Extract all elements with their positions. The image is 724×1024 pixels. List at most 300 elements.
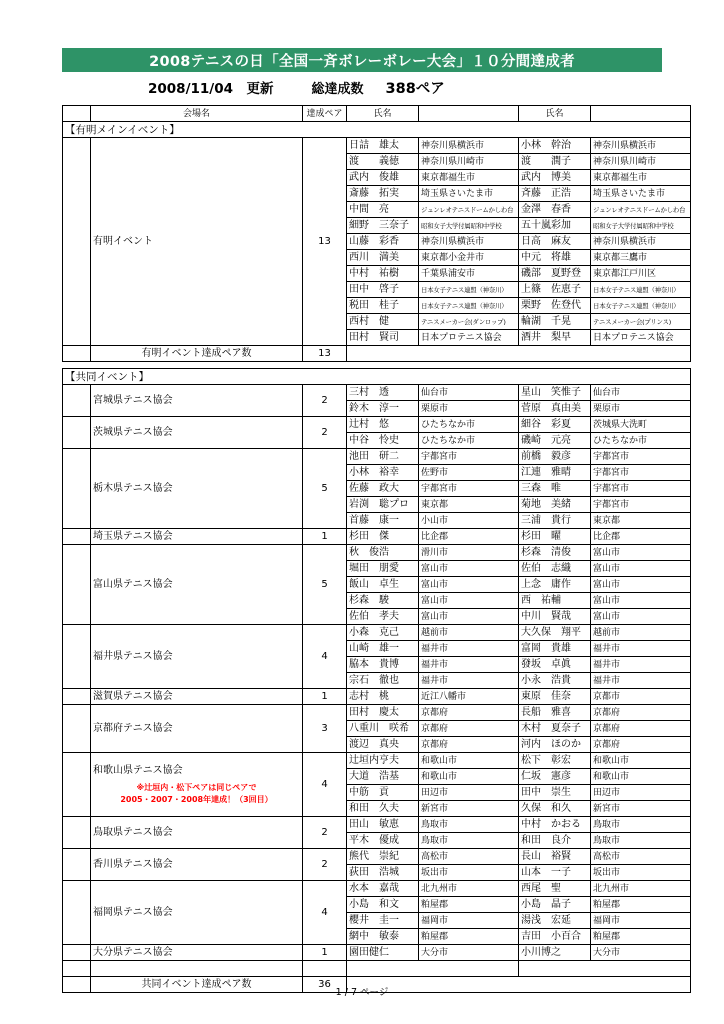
player-place-1: 粕屋郡 bbox=[419, 897, 519, 913]
player-place-2: 栗原市 bbox=[591, 401, 691, 417]
player-place-2: 富山市 bbox=[591, 561, 691, 577]
player-name-1: 飯山 卓生 bbox=[347, 577, 419, 593]
player-place-1: 田辺市 bbox=[419, 785, 519, 801]
player-name-1: 荻田 浩城 bbox=[347, 865, 419, 881]
player-place-1: 神奈川県川崎市 bbox=[419, 154, 519, 170]
table-row bbox=[63, 625, 691, 641]
player-name-1: 堀田 朋愛 bbox=[347, 561, 419, 577]
player-place-2: 田辺市 bbox=[591, 785, 691, 801]
table-row bbox=[63, 705, 691, 721]
player-place-1: 富山市 bbox=[419, 577, 519, 593]
player-place-1: 富山市 bbox=[419, 593, 519, 609]
player-place-1: 越前市 bbox=[419, 625, 519, 641]
player-place-2: 昭和女子大学付属昭和中学校 bbox=[591, 218, 691, 234]
player-name-1: 小島 和文 bbox=[347, 897, 419, 913]
row-gutter bbox=[63, 625, 91, 689]
player-place-1: 福井市 bbox=[419, 673, 519, 689]
player-place-2: ひたちなか市 bbox=[591, 433, 691, 449]
spacer-cell bbox=[347, 961, 519, 977]
venue-name: 滋賀県テニス協会 bbox=[93, 691, 173, 702]
venue-name: 福岡県テニス協会 bbox=[93, 907, 173, 918]
venue-name-cell bbox=[91, 545, 303, 625]
pairs-count: 5 bbox=[303, 545, 347, 625]
subtitle-row bbox=[62, 76, 662, 98]
player-place-2: 日本女子テニス連盟（神奈川） bbox=[591, 298, 691, 314]
player-name-2: 栗野 佐登代 bbox=[519, 298, 591, 314]
player-name-2: 菅原 真由美 bbox=[519, 401, 591, 417]
table-row bbox=[63, 449, 691, 465]
player-name-1: 宗石 徹也 bbox=[347, 673, 419, 689]
player-place-1: 日本女子テニス連盟（神奈川） bbox=[419, 298, 519, 314]
section-total-value: 36 bbox=[303, 977, 347, 993]
player-name-1: 首藤 康一 bbox=[347, 513, 419, 529]
player-place-1: 鳥取市 bbox=[419, 833, 519, 849]
row-gutter bbox=[63, 385, 91, 417]
player-place-2: 茨城県大洗町 bbox=[591, 417, 691, 433]
player-place-2: 富山市 bbox=[591, 593, 691, 609]
venue-name: 香川県テニス協会 bbox=[93, 859, 173, 870]
player-name-1: 杉田 傑 bbox=[347, 529, 419, 545]
player-place-2: 東京都福生市 bbox=[591, 170, 691, 186]
player-place-2: 京都府 bbox=[591, 705, 691, 721]
player-name-2: 小永 浩貴 bbox=[519, 673, 591, 689]
player-name-2: 西 祐輔 bbox=[519, 593, 591, 609]
venue-name-cell bbox=[91, 849, 303, 881]
player-place-1: 仙台市 bbox=[419, 385, 519, 401]
pairs-count: 2 bbox=[303, 849, 347, 881]
row-gutter bbox=[63, 881, 91, 945]
document-title: 2008テニスの日「全国一斉ボレーボレー大会」１０分間達成者 bbox=[149, 53, 575, 70]
player-place-1: ジュンレオテニスドームかしわ台 bbox=[419, 202, 519, 218]
player-place-1: 昭和女子大学付属昭和中学校 bbox=[419, 218, 519, 234]
venue-name: 和歌山県テニス協会 bbox=[93, 765, 183, 776]
player-name-1: 大道 浩基 bbox=[347, 769, 419, 785]
venue-name-cell bbox=[91, 689, 303, 705]
player-name-2: 酒井 梨早 bbox=[519, 330, 591, 346]
player-name-2: 中川 賢哉 bbox=[519, 609, 591, 625]
header-pad bbox=[63, 106, 91, 122]
venue-name-cell bbox=[91, 881, 303, 945]
player-place-2: 宇都宮市 bbox=[591, 449, 691, 465]
player-place-1: 神奈川県横浜市 bbox=[419, 138, 519, 154]
row-gutter bbox=[63, 817, 91, 849]
pairs-count: 2 bbox=[303, 417, 347, 449]
player-place-1: 近江八幡市 bbox=[419, 689, 519, 705]
player-place-1: 坂出市 bbox=[419, 865, 519, 881]
player-name-2: 星山 笑惟子 bbox=[519, 385, 591, 401]
player-place-1: 東京都福生市 bbox=[419, 170, 519, 186]
player-name-2: 五十嵐彩加 bbox=[519, 218, 591, 234]
player-name-1: 佐藤 政大 bbox=[347, 481, 419, 497]
total-count-label: 総達成数 bbox=[311, 81, 364, 97]
venue-name: 有明イベント bbox=[93, 236, 153, 247]
player-name-1: 渡辺 真央 bbox=[347, 737, 419, 753]
player-place-1: 鳥取市 bbox=[419, 817, 519, 833]
player-place-1: 京都府 bbox=[419, 737, 519, 753]
player-name-2: 小島 晶子 bbox=[519, 897, 591, 913]
row-gutter bbox=[63, 449, 91, 529]
player-name-2: 小川博之 bbox=[519, 945, 591, 961]
player-name-1: 岩渕 聡プロ bbox=[347, 497, 419, 513]
player-name-2: 久保 和久 bbox=[519, 801, 591, 817]
spacer-cell bbox=[519, 961, 691, 977]
player-name-2: 中村 かおる bbox=[519, 817, 591, 833]
player-name-1: 西村 健 bbox=[347, 314, 419, 330]
player-name-2: 細谷 彩夏 bbox=[519, 417, 591, 433]
player-name-2: 中元 将雄 bbox=[519, 250, 591, 266]
player-place-1: 和歌山市 bbox=[419, 753, 519, 769]
pairs-count: 13 bbox=[303, 138, 347, 346]
section-total-row bbox=[63, 346, 691, 362]
player-place-2: 越前市 bbox=[591, 625, 691, 641]
player-name-2: 杉森 清俊 bbox=[519, 545, 591, 561]
player-place-2: 坂出市 bbox=[591, 865, 691, 881]
player-name-1: 水本 嘉哉 bbox=[347, 881, 419, 897]
player-name-2: 上念 庸作 bbox=[519, 577, 591, 593]
player-name-1: 辻村 悠 bbox=[347, 417, 419, 433]
table-row bbox=[63, 753, 691, 769]
player-place-1: 東京都 bbox=[419, 497, 519, 513]
player-name-1: 渡 義徳 bbox=[347, 154, 419, 170]
player-place-2: 埼玉県さいたま市 bbox=[591, 186, 691, 202]
venue-name: 京都府テニス協会 bbox=[93, 723, 173, 734]
venue-name: 福井県テニス協会 bbox=[93, 651, 173, 662]
pairs-count: 2 bbox=[303, 817, 347, 849]
player-place-1: 福井市 bbox=[419, 657, 519, 673]
player-place-2: 仙台市 bbox=[591, 385, 691, 401]
player-name-1: 中村 祐樹 bbox=[347, 266, 419, 282]
spacer-cell bbox=[91, 961, 303, 977]
player-place-2: 神奈川県川崎市 bbox=[591, 154, 691, 170]
player-place-1: 福岡市 bbox=[419, 913, 519, 929]
player-name-2: 長船 雅喜 bbox=[519, 705, 591, 721]
pairs-count: 1 bbox=[303, 689, 347, 705]
player-place-2: 京都府 bbox=[591, 737, 691, 753]
player-name-1: 田村 賢司 bbox=[347, 330, 419, 346]
player-place-2: 宇都宮市 bbox=[591, 465, 691, 481]
player-place-1: 東京都小金井市 bbox=[419, 250, 519, 266]
player-place-2: 京都市 bbox=[591, 689, 691, 705]
row-gutter bbox=[63, 705, 91, 753]
player-name-2: 山本 一子 bbox=[519, 865, 591, 881]
player-place-2: 東京都江戸川区 bbox=[591, 266, 691, 282]
player-place-2: 比企郡 bbox=[591, 529, 691, 545]
header-place-2 bbox=[591, 106, 691, 122]
player-name-2: 富岡 貴雄 bbox=[519, 641, 591, 657]
player-name-1: 佐伯 孝夫 bbox=[347, 609, 419, 625]
player-place-2: テニスメーカー会(プリンス) bbox=[591, 314, 691, 330]
venue-name: 富山県テニス協会 bbox=[93, 579, 173, 590]
player-name-2: 西尾 聖 bbox=[519, 881, 591, 897]
player-name-2: 三浦 貴行 bbox=[519, 513, 591, 529]
player-name-1: 中谷 怜史 bbox=[347, 433, 419, 449]
player-place-2: 新宮市 bbox=[591, 801, 691, 817]
row-gutter bbox=[63, 138, 91, 346]
player-name-2: 磯崎 元亮 bbox=[519, 433, 591, 449]
event-table bbox=[62, 105, 691, 362]
player-name-2: 長山 裕賢 bbox=[519, 849, 591, 865]
player-place-1: テニスメーカー会(ダンロップ) bbox=[419, 314, 519, 330]
venue-name: 大分県テニス協会 bbox=[93, 947, 173, 958]
player-name-1: 中筋 貢 bbox=[347, 785, 419, 801]
player-name-2: 斉藤 正浩 bbox=[519, 186, 591, 202]
update-date: 2008/11/04 更新 bbox=[148, 81, 274, 97]
table-row bbox=[63, 529, 691, 545]
header-name-2: 氏名 bbox=[519, 106, 591, 122]
row-gutter bbox=[63, 417, 91, 449]
pairs-count: 4 bbox=[303, 625, 347, 689]
pairs-count: 3 bbox=[303, 705, 347, 753]
player-place-2: 神奈川県横浜市 bbox=[591, 234, 691, 250]
player-name-1: 中間 亮 bbox=[347, 202, 419, 218]
player-place-2: 福井市 bbox=[591, 641, 691, 657]
player-place-1: 京都府 bbox=[419, 721, 519, 737]
player-place-2: 福岡市 bbox=[591, 913, 691, 929]
table-row bbox=[63, 817, 691, 833]
header-pairs: 達成ペア bbox=[303, 106, 347, 122]
player-name-1: 杉森 駿 bbox=[347, 593, 419, 609]
table-row bbox=[63, 417, 691, 433]
section-band-row bbox=[63, 369, 691, 385]
table-row bbox=[63, 945, 691, 961]
player-name-1: 山藤 彩香 bbox=[347, 234, 419, 250]
header-venue: 会場名 bbox=[91, 106, 303, 122]
player-place-2: 京都府 bbox=[591, 721, 691, 737]
venue-name-cell bbox=[91, 817, 303, 849]
section-total-label: 有明イベント達成ペア数 bbox=[91, 346, 303, 362]
player-place-2: 和歌山市 bbox=[591, 769, 691, 785]
player-place-2: 粕屋郡 bbox=[591, 929, 691, 945]
player-name-2: 上篠 佐恵子 bbox=[519, 282, 591, 298]
player-place-2: 日本女子テニス連盟（神奈川） bbox=[591, 282, 691, 298]
venue-note-line: 2005・2007・2008年達成！（3回目） bbox=[120, 795, 273, 804]
player-place-1: 富山市 bbox=[419, 609, 519, 625]
player-name-2: 金澤 春香 bbox=[519, 202, 591, 218]
player-place-1: 高松市 bbox=[419, 849, 519, 865]
row-gutter bbox=[63, 346, 91, 362]
player-place-2: 神奈川県横浜市 bbox=[591, 138, 691, 154]
pairs-count: 1 bbox=[303, 945, 347, 961]
player-name-2: 發坂 卓眞 bbox=[519, 657, 591, 673]
player-name-1: 辻垣内亨夫 bbox=[347, 753, 419, 769]
section-band-label: 【有明メインイベント】 bbox=[63, 122, 691, 138]
player-place-2: 日本プロテニス協会 bbox=[591, 330, 691, 346]
player-name-1: 細野 三奈子 bbox=[347, 218, 419, 234]
player-place-1: ひたちなか市 bbox=[419, 417, 519, 433]
player-name-2: 三森 唯 bbox=[519, 481, 591, 497]
player-place-1: 比企郡 bbox=[419, 529, 519, 545]
player-place-1: ひたちなか市 bbox=[419, 433, 519, 449]
pairs-count: 5 bbox=[303, 449, 347, 529]
player-place-1: 日本女子テニス連盟（神奈川） bbox=[419, 282, 519, 298]
pairs-count: 1 bbox=[303, 529, 347, 545]
venue-name: 鳥取県テニス協会 bbox=[93, 827, 173, 838]
venue-name-cell bbox=[91, 138, 303, 346]
player-name-1: 平木 優成 bbox=[347, 833, 419, 849]
player-place-1: 宇都宮市 bbox=[419, 481, 519, 497]
player-place-1: 日本プロテニス協会 bbox=[419, 330, 519, 346]
player-place-1: 宇都宮市 bbox=[419, 449, 519, 465]
player-place-2: 鳥取市 bbox=[591, 817, 691, 833]
player-place-1: 滑川市 bbox=[419, 545, 519, 561]
player-name-1: 志村 桃 bbox=[347, 689, 419, 705]
player-place-2: 粕屋郡 bbox=[591, 897, 691, 913]
player-name-2: 小林 幹治 bbox=[519, 138, 591, 154]
player-name-2: 松下 彰宏 bbox=[519, 753, 591, 769]
venue-name-cell bbox=[91, 529, 303, 545]
player-name-2: 輪湖 千晃 bbox=[519, 314, 591, 330]
player-name-2: 江連 雅晴 bbox=[519, 465, 591, 481]
player-place-2: 和歌山市 bbox=[591, 753, 691, 769]
player-name-1: 脇本 貴博 bbox=[347, 657, 419, 673]
table-row bbox=[63, 689, 691, 705]
player-place-2: 東京都三鷹市 bbox=[591, 250, 691, 266]
player-name-2: 東原 佳奈 bbox=[519, 689, 591, 705]
player-name-1: 小林 裕幸 bbox=[347, 465, 419, 481]
player-name-2: 日高 麻友 bbox=[519, 234, 591, 250]
table-row bbox=[63, 385, 691, 401]
row-gutter bbox=[63, 753, 91, 817]
player-name-2: 吉田 小百合 bbox=[519, 929, 591, 945]
table-header-row bbox=[63, 106, 691, 122]
player-name-1: 八重川 咲希 bbox=[347, 721, 419, 737]
player-place-1: 和歌山市 bbox=[419, 769, 519, 785]
player-name-1: 日詰 雄太 bbox=[347, 138, 419, 154]
event-table bbox=[62, 368, 691, 993]
player-place-2: 福井市 bbox=[591, 673, 691, 689]
player-place-2: 北九州市 bbox=[591, 881, 691, 897]
spacer-row bbox=[63, 961, 691, 977]
header-name-1: 氏名 bbox=[347, 106, 419, 122]
player-place-1: 福井市 bbox=[419, 641, 519, 657]
section-band-label: 【共同イベント】 bbox=[63, 369, 691, 385]
player-place-1: 千葉県浦安市 bbox=[419, 266, 519, 282]
player-place-2: 大分市 bbox=[591, 945, 691, 961]
pairs-count: 4 bbox=[303, 881, 347, 945]
player-name-1: 山崎 雄一 bbox=[347, 641, 419, 657]
row-gutter bbox=[63, 529, 91, 545]
player-place-1: 神奈川県横浜市 bbox=[419, 234, 519, 250]
player-place-1: 栗原市 bbox=[419, 401, 519, 417]
player-name-1: 西川 満美 bbox=[347, 250, 419, 266]
player-place-1: 粕屋郡 bbox=[419, 929, 519, 945]
player-place-1: 富山市 bbox=[419, 561, 519, 577]
section-total-label: 共同イベント達成ペア数 bbox=[91, 977, 303, 993]
total-count-value: 388ペア bbox=[385, 80, 445, 97]
venue-note-line: ※辻垣内・松下ペアは同じペアで bbox=[136, 783, 257, 792]
player-place-1: 小山市 bbox=[419, 513, 519, 529]
player-name-1: 武内 俊雄 bbox=[347, 170, 419, 186]
player-name-1: 池田 研二 bbox=[347, 449, 419, 465]
player-name-2: 菊地 美緒 bbox=[519, 497, 591, 513]
player-name-1: 税田 桂子 bbox=[347, 298, 419, 314]
player-place-1: 埼玉県さいたま市 bbox=[419, 186, 519, 202]
player-name-2: 田中 崇生 bbox=[519, 785, 591, 801]
player-place-2: ジュンレオテニスドームかしわ台 bbox=[591, 202, 691, 218]
player-name-1: 秋 俊浩 bbox=[347, 545, 419, 561]
spacer-cell bbox=[303, 961, 347, 977]
player-name-2: 磯部 夏野登 bbox=[519, 266, 591, 282]
player-place-1: 大分市 bbox=[419, 945, 519, 961]
player-place-1: 佐野市 bbox=[419, 465, 519, 481]
venue-name-cell bbox=[91, 417, 303, 449]
player-name-2: 前橋 毅彦 bbox=[519, 449, 591, 465]
player-name-1: 三村 透 bbox=[347, 385, 419, 401]
player-name-2: 仁坂 憲彦 bbox=[519, 769, 591, 785]
player-name-1: 園田健仁 bbox=[347, 945, 419, 961]
player-name-1: 田山 敏恵 bbox=[347, 817, 419, 833]
row-gutter bbox=[63, 689, 91, 705]
player-place-1: 新宮市 bbox=[419, 801, 519, 817]
player-place-2: 福井市 bbox=[591, 657, 691, 673]
player-name-1: 斎藤 拓実 bbox=[347, 186, 419, 202]
section-band-row bbox=[63, 122, 691, 138]
player-name-2: 佐伯 志織 bbox=[519, 561, 591, 577]
player-name-2: 河内 ほのか bbox=[519, 737, 591, 753]
player-name-2: 和田 良介 bbox=[519, 833, 591, 849]
table-row bbox=[63, 545, 691, 561]
table-row bbox=[63, 849, 691, 865]
player-name-1: 鈴木 淳一 bbox=[347, 401, 419, 417]
table-row bbox=[63, 881, 691, 897]
player-name-2: 湯浅 宏延 bbox=[519, 913, 591, 929]
venue-name-cell bbox=[91, 753, 303, 817]
player-place-1: 京都府 bbox=[419, 705, 519, 721]
player-name-2: 木村 夏奈子 bbox=[519, 721, 591, 737]
player-name-2: 大久保 翔平 bbox=[519, 625, 591, 641]
venue-name-cell bbox=[91, 449, 303, 529]
player-place-2: 東京都 bbox=[591, 513, 691, 529]
header-place-1 bbox=[419, 106, 519, 122]
title-banner bbox=[62, 48, 662, 72]
player-place-2: 富山市 bbox=[591, 609, 691, 625]
player-name-1: 網中 敏泰 bbox=[347, 929, 419, 945]
player-name-2: 杉田 曜 bbox=[519, 529, 591, 545]
player-place-2: 鳥取市 bbox=[591, 833, 691, 849]
player-name-1: 和田 久夫 bbox=[347, 801, 419, 817]
venue-name-cell bbox=[91, 945, 303, 961]
total-row-filler bbox=[347, 346, 691, 362]
row-gutter bbox=[63, 945, 91, 961]
player-place-2: 富山市 bbox=[591, 545, 691, 561]
player-name-1: 田村 慶太 bbox=[347, 705, 419, 721]
pairs-count: 2 bbox=[303, 385, 347, 417]
row-gutter bbox=[63, 961, 91, 977]
player-place-2: 宇都宮市 bbox=[591, 497, 691, 513]
player-name-1: 田中 啓子 bbox=[347, 282, 419, 298]
row-gutter bbox=[63, 849, 91, 881]
venue-name-cell bbox=[91, 705, 303, 753]
pairs-count: 4 bbox=[303, 753, 347, 817]
page-footer: 1 / 7 ページ bbox=[335, 987, 389, 998]
player-name-1: 小森 克己 bbox=[347, 625, 419, 641]
player-place-2: 高松市 bbox=[591, 849, 691, 865]
player-place-2: 富山市 bbox=[591, 577, 691, 593]
venue-name-cell bbox=[91, 625, 303, 689]
section-total-value: 13 bbox=[303, 346, 347, 362]
venue-name: 栃木県テニス協会 bbox=[93, 483, 173, 494]
venue-name: 埼玉県テニス協会 bbox=[93, 531, 173, 542]
player-name-1: 櫻井 圭一 bbox=[347, 913, 419, 929]
row-gutter bbox=[63, 545, 91, 625]
player-place-1: 北九州市 bbox=[419, 881, 519, 897]
venue-name-cell bbox=[91, 385, 303, 417]
player-name-2: 武内 博美 bbox=[519, 170, 591, 186]
player-place-2: 宇都宮市 bbox=[591, 481, 691, 497]
venue-note bbox=[93, 778, 300, 806]
player-name-1: 熊代 崇紀 bbox=[347, 849, 419, 865]
venue-name: 宮城県テニス協会 bbox=[93, 395, 173, 406]
